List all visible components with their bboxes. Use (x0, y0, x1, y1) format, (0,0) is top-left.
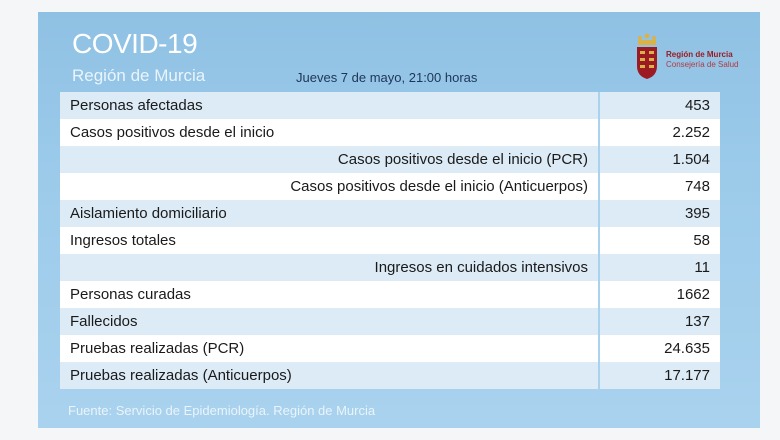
row-label: Ingresos en cuidados intensivos (60, 254, 600, 281)
row-value: 11 (694, 259, 710, 276)
row-label: Personas curadas (60, 281, 600, 308)
row-label: Pruebas realizadas (Anticuerpos) (60, 362, 600, 389)
infographic-panel (38, 12, 760, 428)
row-label: Casos positivos desde el inicio (PCR) (60, 146, 600, 173)
row-label: Casos positivos desde el inicio (Anticuerpos) (60, 173, 600, 200)
stats-table (60, 92, 720, 389)
row-label: Ingresos totales (60, 227, 600, 254)
row-value: 2.252 (672, 124, 710, 141)
row-label: Pruebas realizadas (PCR) (60, 335, 600, 362)
table-row (60, 146, 720, 173)
row-value: 1662 (676, 286, 710, 303)
table-row (60, 362, 720, 389)
source-footer: Fuente: Servicio de Epidemiología. Región de Murcia (68, 403, 376, 418)
table-row (60, 335, 720, 362)
row-value: 58 (693, 232, 710, 249)
table-row (60, 200, 720, 227)
table-row (60, 281, 720, 308)
region-murcia-coat-of-arms-icon (634, 32, 660, 80)
report-date: Jueves 7 de mayo, 21:00 horas (296, 70, 478, 85)
table-row (60, 173, 720, 200)
logo-text (666, 50, 739, 70)
row-value: 24.635 (664, 340, 710, 357)
row-value: 395 (684, 205, 710, 222)
table-row (60, 119, 720, 146)
row-value: 17.177 (664, 367, 710, 384)
row-value: 1.504 (672, 151, 710, 168)
header (38, 12, 760, 92)
row-value: 137 (684, 313, 710, 330)
table-row (60, 227, 720, 254)
logo-region-name: Región de Murcia (666, 50, 733, 59)
row-label: Personas afectadas (60, 92, 600, 119)
logo-department: Consejería de Salud (666, 60, 739, 69)
table-row (60, 92, 720, 119)
row-value: 453 (684, 97, 710, 114)
page-title: COVID-19 (72, 28, 198, 59)
row-label: Casos positivos desde el inicio (60, 119, 600, 146)
row-label: Fallecidos (60, 308, 600, 335)
table-row (60, 308, 720, 335)
row-label: Aislamiento domiciliario (60, 200, 600, 227)
table-row (60, 254, 720, 281)
region-logo (634, 32, 754, 84)
row-value: 748 (684, 178, 710, 195)
region-subtitle: Región de Murcia (72, 66, 206, 85)
